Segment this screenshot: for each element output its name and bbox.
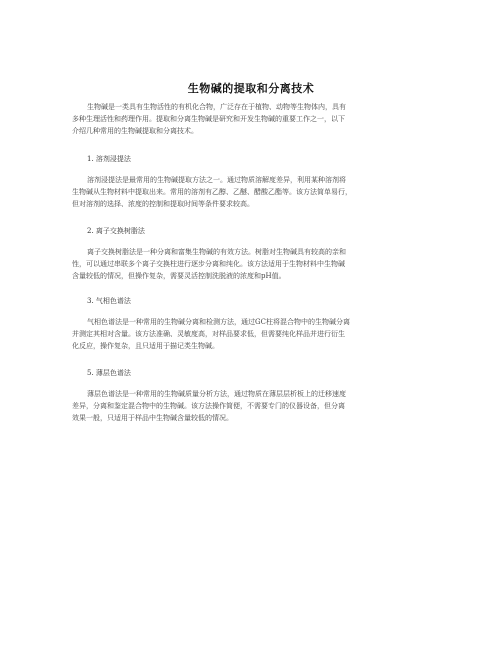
- section-paragraph-2: [72, 246, 432, 282]
- section-line: 并测定其相对含量。该方法准确、灵敏度高，对样品要求低，但需要纯化样品并进行衍生: [72, 330, 345, 338]
- section-paragraph-5: [72, 388, 432, 424]
- section-line: 化反应，操作复杂，且只适用于描记类生物碱。: [72, 342, 219, 350]
- section-line: 效果一般，只适用于样品中生物碱含量较低的情况。: [72, 414, 233, 422]
- section-heading-3: 3. 气相色谱法: [87, 297, 131, 305]
- section-paragraph-1: [72, 174, 432, 210]
- section-line: 薄层色谱法是一种常用的生物碱质量分析方法，通过物质在薄层层析板上的迁移速度: [87, 390, 346, 398]
- intro-line: 介绍几种常用的生物碱提取和分离技术。: [72, 127, 198, 135]
- intro-paragraph: [72, 101, 432, 137]
- section-heading-1: 1. 溶剂浸提法: [87, 155, 131, 163]
- section-line: 气相色谱法是一种常用的生物碱分离和检测方法，通过GC柱将混合物中的生物碱分离: [87, 318, 350, 326]
- section-line: 性，可以通过串联多个离子交换柱进行逐步分离和纯化。该方法适用于生物材料中生物碱: [72, 260, 345, 268]
- section-heading-2: 2. 离子交换树脂法: [87, 227, 145, 235]
- section-heading-5: 5. 薄层色谱法: [87, 369, 131, 377]
- document-title: 生物碱的提取和分离技术: [187, 82, 315, 95]
- section-line: 但对溶剂的选择、浓度的控制和提取时间等条件要求较高。: [72, 200, 254, 208]
- intro-line: 生物碱是一类具有生物活性的有机化合物，广泛存在于植物、动物等生物体内，具有: [87, 103, 346, 111]
- section-line: 差异，分离和鉴定混合物中的生物碱。该方法操作简便，不需要专门的仪器设备，但分离: [72, 402, 345, 410]
- section-line: 溶剂浸提法是最常用的生物碱提取方法之一。通过物质溶解度差异，利用某种溶剂将: [87, 176, 346, 184]
- section-paragraph-3: [72, 316, 432, 352]
- intro-line: 多种生理活性和药理作用。提取和分离生物碱是研究和开发生物碱的重要工作之一，以下: [72, 115, 345, 123]
- section-line: 离子交换树脂法是一种分离和富集生物碱的有效方法。树脂对生物碱具有较高的亲和: [87, 248, 346, 256]
- section-line: 含量较低的情况，但操作复杂，需要灵活控制洗脱液的浓度和pH值。: [72, 272, 286, 280]
- section-line: 生物碱从生物材料中提取出来。常用的溶剂有乙醇、乙醚、醋酸乙酯等。该方法简单易行，: [72, 188, 352, 196]
